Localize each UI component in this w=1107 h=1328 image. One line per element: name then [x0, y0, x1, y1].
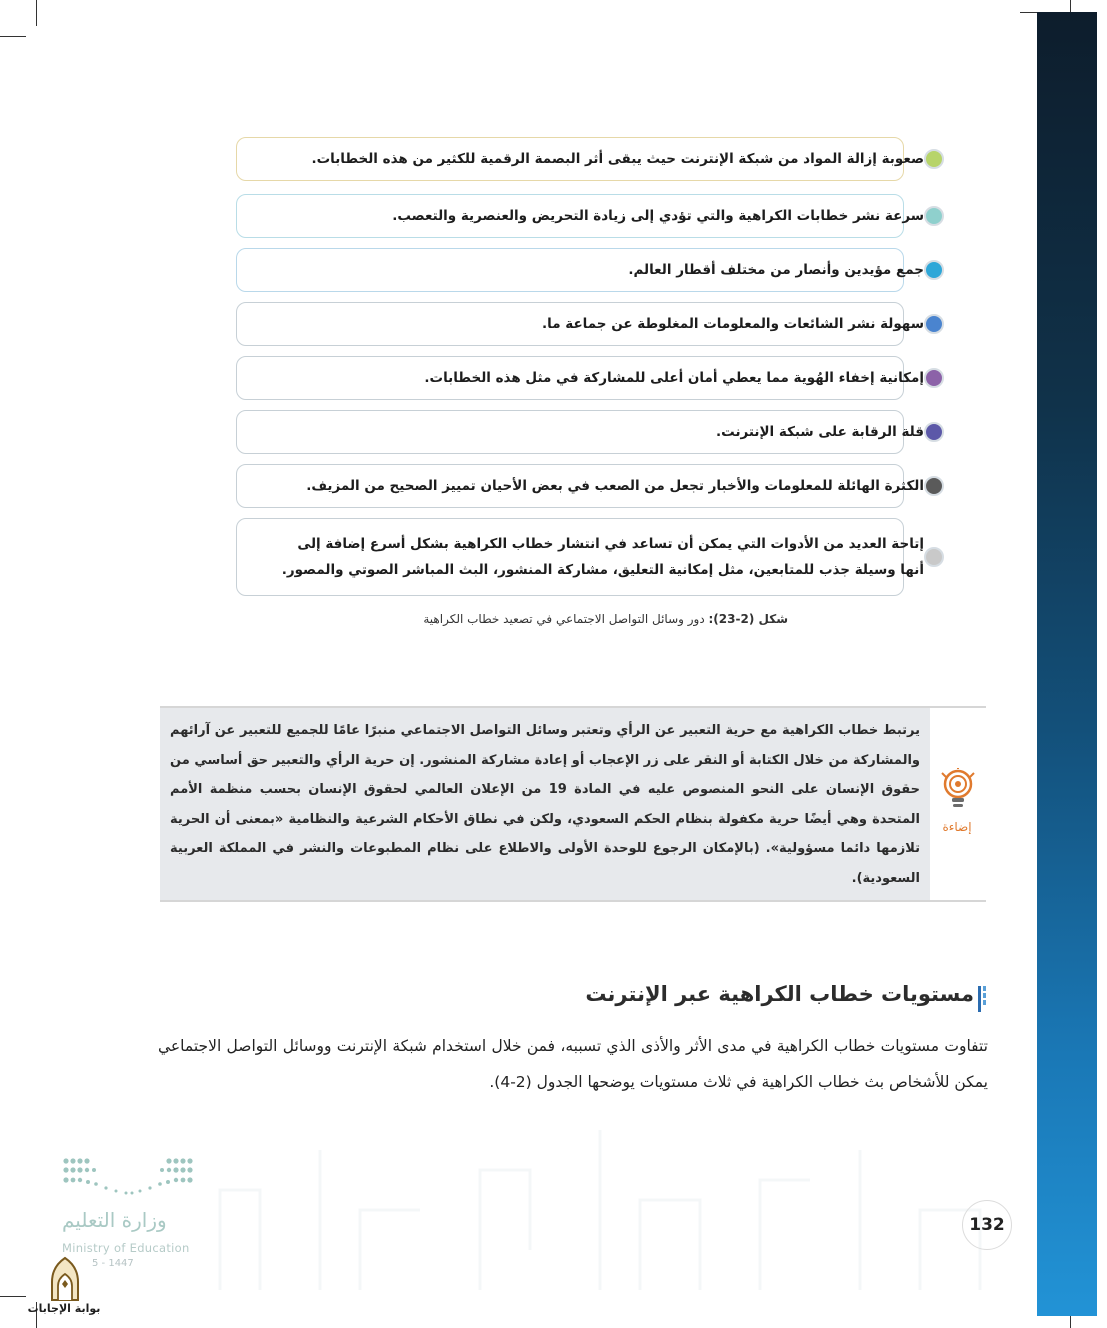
list-item-text: سهولة نشر الشائعات والمعلومات المغلوطة عن جماعة ما. — [542, 316, 924, 332]
decorative-side-bar — [1037, 12, 1097, 1316]
page-number: 132 — [962, 1200, 1012, 1250]
ministry-logo-icon — [62, 1156, 198, 1200]
figure-caption-label: شكل (2-23): — [708, 612, 788, 626]
bullet-dot — [924, 547, 944, 567]
list-item-text: صعوبة إزالة المواد من شبكة الإنترنت حيث يبقى أثر البصمة الرقمية للكثير من هذه الخطابات. — [311, 151, 924, 167]
heading-marker-icon — [978, 986, 988, 1012]
figure-caption — [300, 612, 788, 626]
social-media-roles-list — [236, 137, 936, 606]
list-item — [236, 248, 936, 292]
list-item — [236, 410, 936, 454]
list-item — [236, 356, 936, 400]
list-item-text: قلة الرقابة على شبكة الإنترنت. — [716, 424, 924, 440]
portal-label: بوابة الإجابات — [27, 1302, 101, 1315]
bullet-dot — [924, 260, 944, 280]
bullet-dot — [924, 206, 944, 226]
mosque-icon — [46, 1256, 84, 1302]
crop-mark — [0, 1296, 26, 1297]
watermark-graphic — [200, 1110, 1020, 1310]
info-text: يرتبط خطاب الكراهية مع حرية التعبير عن الرأي وتعتبر وسائل التواصل الاجتماعي منبرًا عامًا للجميع للتعبير عن آرائهم والمشاركة من خلال الكتابة أو النقر على زر الإعجاب أو إعادة مشاركة المنشور. إن حرية الرأي والتعبير حق أساسي من حقوق الإنسان على النحو المنصوص عليه في المادة 19 من الإعلان العالمي لحقوق الإنسان بحسب منظمة الأمم المتحدة وهي أيضًا حرية مكفولة بنظام الحكم السعودي، ولكن في نطاق الأحكام الشرعية والنظامية «بمعنى أن الحرية تلازمها دائما مسؤولية». (بالإمكان الرجوع للوحدة الأولى والاطلاع على نظام المطبوعات والنشر في المملكة العربية السعودية). — [160, 708, 930, 900]
list-item-text: إتاحة العديد من الأدوات التي يمكن أن تساعد في انتشار خطاب الكراهية بشكل أسرع إضافة إلى أنها وسيلة جذب للمتابعين، مثل إمكانية التعليق، مشاركة المنشور، البث المباشر الصوتي والمصور. — [281, 536, 924, 578]
lightbulb-icon — [938, 768, 978, 812]
list-item — [236, 302, 936, 346]
crop-mark — [36, 0, 37, 26]
list-item — [236, 464, 936, 508]
list-item — [236, 137, 936, 181]
bullet-dot — [924, 149, 944, 169]
info-label: إضاءة — [942, 820, 972, 834]
bullet-dot — [924, 422, 944, 442]
bullet-dot — [924, 476, 944, 496]
bullet-dot — [924, 368, 944, 388]
bullet-dot — [924, 314, 944, 334]
list-item-text: سرعة نشر خطابات الكراهية والتي تؤدي إلى زيادة التحريض والعنصرية والتعصب. — [392, 208, 924, 224]
list-item-text: إمكانية إخفاء الهُوية مما يعطي أمان أعلى للمشاركة في مثل هذه الخطابات. — [424, 370, 924, 386]
list-item-text: جمع مؤيدين وأنصار من مختلف أقطار العالم. — [628, 262, 924, 278]
list-item — [236, 518, 936, 596]
ministry-year: 5 - 1447 — [92, 1258, 134, 1269]
crop-mark — [0, 36, 26, 37]
list-item-text: الكثرة الهائلة للمعلومات والأخبار تجعل من الصعب في بعض الأحيان تمييز الصحيح من المزيف. — [306, 478, 924, 494]
info-box — [160, 706, 986, 902]
ministry-name-english: Ministry of Education — [62, 1241, 190, 1255]
list-item — [236, 194, 936, 238]
figure-caption-text: دور وسائل التواصل الاجتماعي في تصعيد خطاب الكراهية — [423, 612, 709, 626]
section-heading: مستويات خطاب الكراهية عبر الإنترنت — [585, 982, 974, 1006]
ministry-name-arabic: وزارة التعليم — [62, 1208, 167, 1232]
section-body: تتفاوت مستويات خطاب الكراهية في مدى الأثر والأذى الذي تسببه، فمن خلال استخدام شبكة الإنترنت ووسائل التواصل الاجتماعي يمكن للأشخاص بث خطاب الكراهية في ثلاث مستويات يوضحها الجدول (2-4). — [158, 1037, 988, 1091]
